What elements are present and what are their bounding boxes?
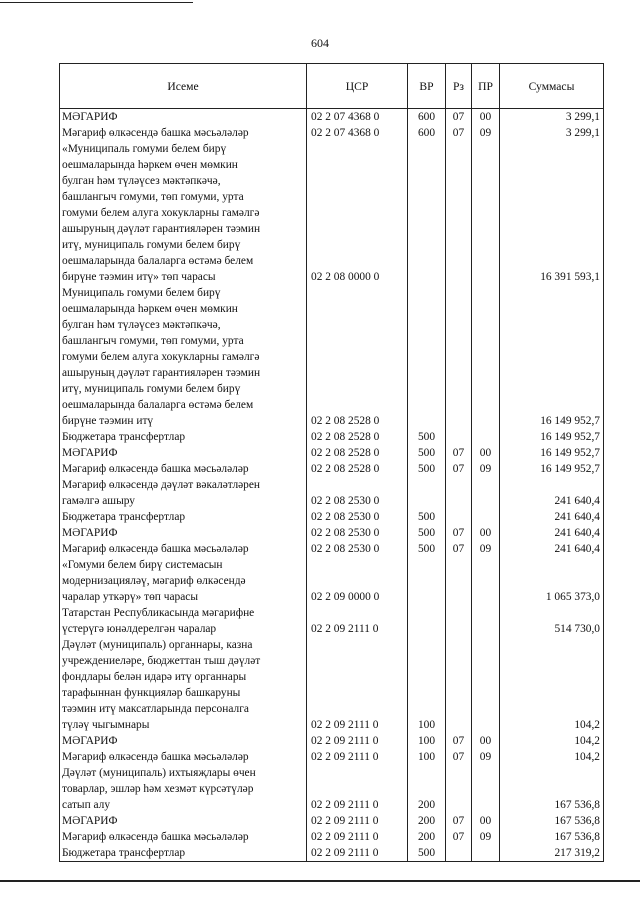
page-number: 604 <box>311 36 329 50</box>
cell-vr: 500 <box>408 541 446 557</box>
cell-name <box>60 765 307 813</box>
cell-name-line: сатып алу <box>62 799 111 811</box>
cell-name <box>60 845 307 862</box>
cell-rz: 07 <box>446 461 472 477</box>
cell-pr: 00 <box>472 445 500 461</box>
cell-name-line: Дәүләт (муниципаль) ихтыяҗлары өчен <box>62 767 256 779</box>
cell-csr: 02 2 09 2111 0 <box>307 637 408 733</box>
cell-name-line: ашыруның дәүләт гарантияләрен тәэмин <box>62 223 261 235</box>
cell-rz: 07 <box>446 445 472 461</box>
cell-csr: 02 2 09 2111 0 <box>307 813 408 829</box>
cell-pr: 09 <box>472 541 500 557</box>
cell-vr: 500 <box>408 845 446 862</box>
cell-name-line: башлангыч гомуми, төп гомуми, урта <box>62 335 244 347</box>
cell-csr: 02 2 08 2528 0 <box>307 445 408 461</box>
cell-csr: 02 2 07 4368 0 <box>307 125 408 141</box>
cell-name-line: Мәгариф өлкәсендә башка мәсьәләләр <box>62 543 249 555</box>
cell-csr: 02 2 08 2530 0 <box>307 525 408 541</box>
cell-rz <box>446 605 472 637</box>
cell-csr: 02 2 08 2530 0 <box>307 541 408 557</box>
cell-rz: 07 <box>446 829 472 845</box>
table-row <box>60 605 604 637</box>
cell-name-line: Мәгариф өлкәсендә башка мәсьәләләр <box>62 831 249 843</box>
cell-name-line: Татарстан Республикасында мәгарифне <box>62 607 255 619</box>
cell-name-line: МӘГАРИФ <box>62 447 118 459</box>
table-row <box>60 445 604 461</box>
cell-name <box>60 541 307 557</box>
cell-pr <box>472 477 500 509</box>
cell-pr: 09 <box>472 461 500 477</box>
cell-vr <box>408 557 446 605</box>
cell-sum: 241 640,4 <box>500 525 604 541</box>
cell-sum: 241 640,4 <box>500 541 604 557</box>
cell-rz <box>446 557 472 605</box>
table-row <box>60 429 604 445</box>
cell-name-line: модернизацияләү, мәгариф өлкәсендә <box>62 575 246 587</box>
cell-sum: 1 065 373,0 <box>500 557 604 605</box>
cell-vr: 100 <box>408 637 446 733</box>
cell-csr: 02 2 09 2111 0 <box>307 845 408 862</box>
cell-vr: 100 <box>408 749 446 765</box>
cell-name <box>60 429 307 445</box>
cell-name-line: «Гомуми белем бирү системасын <box>62 559 223 571</box>
cell-csr: 02 2 08 2530 0 <box>307 477 408 509</box>
table-row <box>60 829 604 845</box>
cell-name-line: түләү чыгымнары <box>62 719 150 731</box>
cell-name-line: гомуми белем алуга хокукларны гамәлгә <box>62 351 260 363</box>
cell-vr: 600 <box>408 109 446 126</box>
cell-vr: 500 <box>408 445 446 461</box>
cell-rz <box>446 285 472 429</box>
cell-name <box>60 445 307 461</box>
cell-name-line: оешмаларында һәркем өчен мөмкин <box>62 159 238 171</box>
cell-name-line: учреждениеләре, бюджеттан тыш дәүләт <box>62 655 261 667</box>
cell-name-line: тарафыннан функцияләр башкаруны <box>62 687 241 699</box>
cell-name-line: үстерүгә юнәлдерелгән чаралар <box>62 623 217 635</box>
cell-pr <box>472 765 500 813</box>
cell-pr <box>472 845 500 862</box>
cell-name-line: Дәүләт (муниципаль) органнары, казна <box>62 639 253 651</box>
cell-name-line: Мәгариф өлкәсендә башка мәсьәләләр <box>62 127 249 139</box>
cell-vr: 500 <box>408 429 446 445</box>
cell-rz <box>446 509 472 525</box>
cell-name <box>60 509 307 525</box>
cell-name-line: тәэмин итү максатларында персоналга <box>62 703 249 715</box>
cell-pr: 00 <box>472 109 500 126</box>
cell-sum: 104,2 <box>500 733 604 749</box>
cell-csr: 02 2 07 4368 0 <box>307 109 408 126</box>
cell-name-line: итү, муниципаль гомуми белем бирү <box>62 239 241 251</box>
cell-csr: 02 2 09 2111 0 <box>307 733 408 749</box>
cell-csr: 02 2 08 2530 0 <box>307 509 408 525</box>
table-row <box>60 541 604 557</box>
cell-pr <box>472 429 500 445</box>
cell-csr: 02 2 08 2528 0 <box>307 461 408 477</box>
cell-vr: 500 <box>408 525 446 541</box>
cell-rz <box>446 845 472 862</box>
cell-name-line: булган һәм түләүсез мәктәпкәчә, <box>62 175 221 187</box>
cell-vr: 500 <box>408 509 446 525</box>
cell-pr <box>472 557 500 605</box>
cell-vr: 200 <box>408 765 446 813</box>
header-pr: ПР <box>472 64 500 109</box>
cell-name-line: МӘГАРИФ <box>62 527 118 539</box>
cell-name-line: Мәгариф өлкәсендә башка мәсьәләләр <box>62 751 249 763</box>
table-row <box>60 141 604 285</box>
cell-vr: 100 <box>408 733 446 749</box>
cell-name <box>60 637 307 733</box>
cell-name-line: фондлары белән идарә итү органнары <box>62 671 247 683</box>
cell-name-line: ашыруның дәүләт гарантияләрен тәэмин <box>62 367 261 379</box>
cell-rz <box>446 637 472 733</box>
cell-name-line: бирүне тәэмин итү <box>62 415 154 427</box>
cell-sum: 16 149 952,7 <box>500 445 604 461</box>
cell-rz: 07 <box>446 125 472 141</box>
cell-csr: 02 2 08 0000 0 <box>307 141 408 285</box>
cell-name-line: Мәгариф өлкәсендә дәүләт вәкаләтләрен <box>62 479 261 491</box>
cell-vr: 500 <box>408 461 446 477</box>
cell-name-line: МӘГАРИФ <box>62 735 118 747</box>
table-row <box>60 477 604 509</box>
cell-csr: 02 2 09 2111 0 <box>307 765 408 813</box>
cell-sum: 167 536,8 <box>500 829 604 845</box>
header-name: Исеме <box>60 64 307 109</box>
cell-name-line: оешмаларында һәркем өчен мөмкин <box>62 303 238 315</box>
table-row <box>60 285 604 429</box>
header-rz: Рз <box>446 64 472 109</box>
top-rule <box>0 2 193 3</box>
cell-sum: 3 299,1 <box>500 109 604 126</box>
budget-table <box>59 63 604 862</box>
table-header-row <box>60 64 604 109</box>
cell-csr: 02 2 09 2111 0 <box>307 829 408 845</box>
cell-name-line: Бюджетара трансфертлар <box>62 431 186 443</box>
table-row <box>60 733 604 749</box>
cell-vr: 200 <box>408 813 446 829</box>
table-row <box>60 525 604 541</box>
cell-rz <box>446 765 472 813</box>
cell-name-line: итү, муниципаль гомуми белем бирү <box>62 383 241 395</box>
header-csr: ЦСР <box>307 64 408 109</box>
cell-vr <box>408 285 446 429</box>
cell-pr <box>472 605 500 637</box>
cell-pr <box>472 285 500 429</box>
cell-sum: 16 149 952,7 <box>500 285 604 429</box>
cell-rz: 07 <box>446 749 472 765</box>
cell-name-line: бирүне тәэмин итү» төп чарасы <box>62 271 216 283</box>
cell-pr: 09 <box>472 749 500 765</box>
cell-rz <box>446 429 472 445</box>
table-row <box>60 845 604 862</box>
cell-name-line: булган һәм түләүсез мәктәпкәчә, <box>62 319 221 331</box>
cell-sum: 104,2 <box>500 749 604 765</box>
table-row <box>60 557 604 605</box>
cell-name <box>60 557 307 605</box>
cell-rz: 07 <box>446 541 472 557</box>
cell-name <box>60 605 307 637</box>
table-row <box>60 109 604 126</box>
table-row <box>60 125 604 141</box>
cell-sum: 217 319,2 <box>500 845 604 862</box>
table-row <box>60 461 604 477</box>
header-sum: Суммасы <box>500 64 604 109</box>
table-body <box>60 109 604 862</box>
cell-name-line: Муниципаль гомуми белем бирү <box>62 287 221 299</box>
cell-name <box>60 477 307 509</box>
table-row <box>60 509 604 525</box>
cell-pr: 00 <box>472 525 500 541</box>
cell-name-line: башлангыч гомуми, төп гомуми, урта <box>62 191 244 203</box>
cell-name-line: гамәлгә ашыру <box>62 495 135 507</box>
cell-pr: 09 <box>472 829 500 845</box>
cell-sum: 3 299,1 <box>500 125 604 141</box>
cell-csr: 02 2 09 2111 0 <box>307 749 408 765</box>
cell-pr: 00 <box>472 733 500 749</box>
cell-name <box>60 285 307 429</box>
cell-name-line: Мәгариф өлкәсендә башка мәсьәләләр <box>62 463 249 475</box>
cell-name <box>60 813 307 829</box>
cell-name <box>60 749 307 765</box>
cell-name <box>60 125 307 141</box>
cell-sum: 241 640,4 <box>500 509 604 525</box>
bottom-rule <box>0 880 640 882</box>
cell-sum: 104,2 <box>500 637 604 733</box>
cell-name <box>60 141 307 285</box>
cell-name <box>60 733 307 749</box>
cell-sum: 16 149 952,7 <box>500 429 604 445</box>
cell-name-line: оешмаларында балаларга өстәмә белем <box>62 255 254 267</box>
cell-rz <box>446 477 472 509</box>
cell-name-line: товарлар, эшләр һәм хезмәт күрсәтүләр <box>62 783 254 795</box>
cell-name <box>60 525 307 541</box>
cell-name-line: гомуми белем алуга хокукларны гамәлгә <box>62 207 260 219</box>
cell-csr: 02 2 08 2528 0 <box>307 285 408 429</box>
cell-vr: 200 <box>408 829 446 845</box>
cell-vr <box>408 605 446 637</box>
table-row <box>60 749 604 765</box>
cell-name-line: «Муниципаль гомуми белем бирү <box>62 143 227 155</box>
cell-vr <box>408 141 446 285</box>
cell-pr: 00 <box>472 813 500 829</box>
cell-name-line: Бюджетара трансфертлар <box>62 847 186 859</box>
cell-name-line: МӘГАРИФ <box>62 815 118 827</box>
cell-sum: 241 640,4 <box>500 477 604 509</box>
cell-vr <box>408 477 446 509</box>
cell-name-line: Бюджетара трансфертлар <box>62 511 186 523</box>
cell-name <box>60 829 307 845</box>
cell-vr: 600 <box>408 125 446 141</box>
cell-sum: 167 536,8 <box>500 765 604 813</box>
cell-sum: 16 391 593,1 <box>500 141 604 285</box>
cell-name <box>60 461 307 477</box>
cell-rz: 07 <box>446 813 472 829</box>
cell-name-line: МӘГАРИФ <box>62 111 118 123</box>
cell-sum: 167 536,8 <box>500 813 604 829</box>
cell-rz: 07 <box>446 525 472 541</box>
cell-name <box>60 109 307 126</box>
cell-pr <box>472 509 500 525</box>
cell-rz <box>446 141 472 285</box>
cell-sum: 514 730,0 <box>500 605 604 637</box>
cell-pr <box>472 141 500 285</box>
cell-pr <box>472 637 500 733</box>
table-row <box>60 765 604 813</box>
cell-name-line: чаралар уткәрү» төп чарасы <box>62 591 198 603</box>
header-vr: ВР <box>408 64 446 109</box>
cell-sum: 16 149 952,7 <box>500 461 604 477</box>
table-row <box>60 813 604 829</box>
cell-rz: 07 <box>446 109 472 126</box>
table-row <box>60 637 604 733</box>
cell-name-line: оешмаларында балаларга өстәмә белем <box>62 399 254 411</box>
cell-csr: 02 2 09 2111 0 <box>307 605 408 637</box>
cell-csr: 02 2 09 0000 0 <box>307 557 408 605</box>
cell-pr: 09 <box>472 125 500 141</box>
cell-csr: 02 2 08 2528 0 <box>307 429 408 445</box>
cell-rz: 07 <box>446 733 472 749</box>
